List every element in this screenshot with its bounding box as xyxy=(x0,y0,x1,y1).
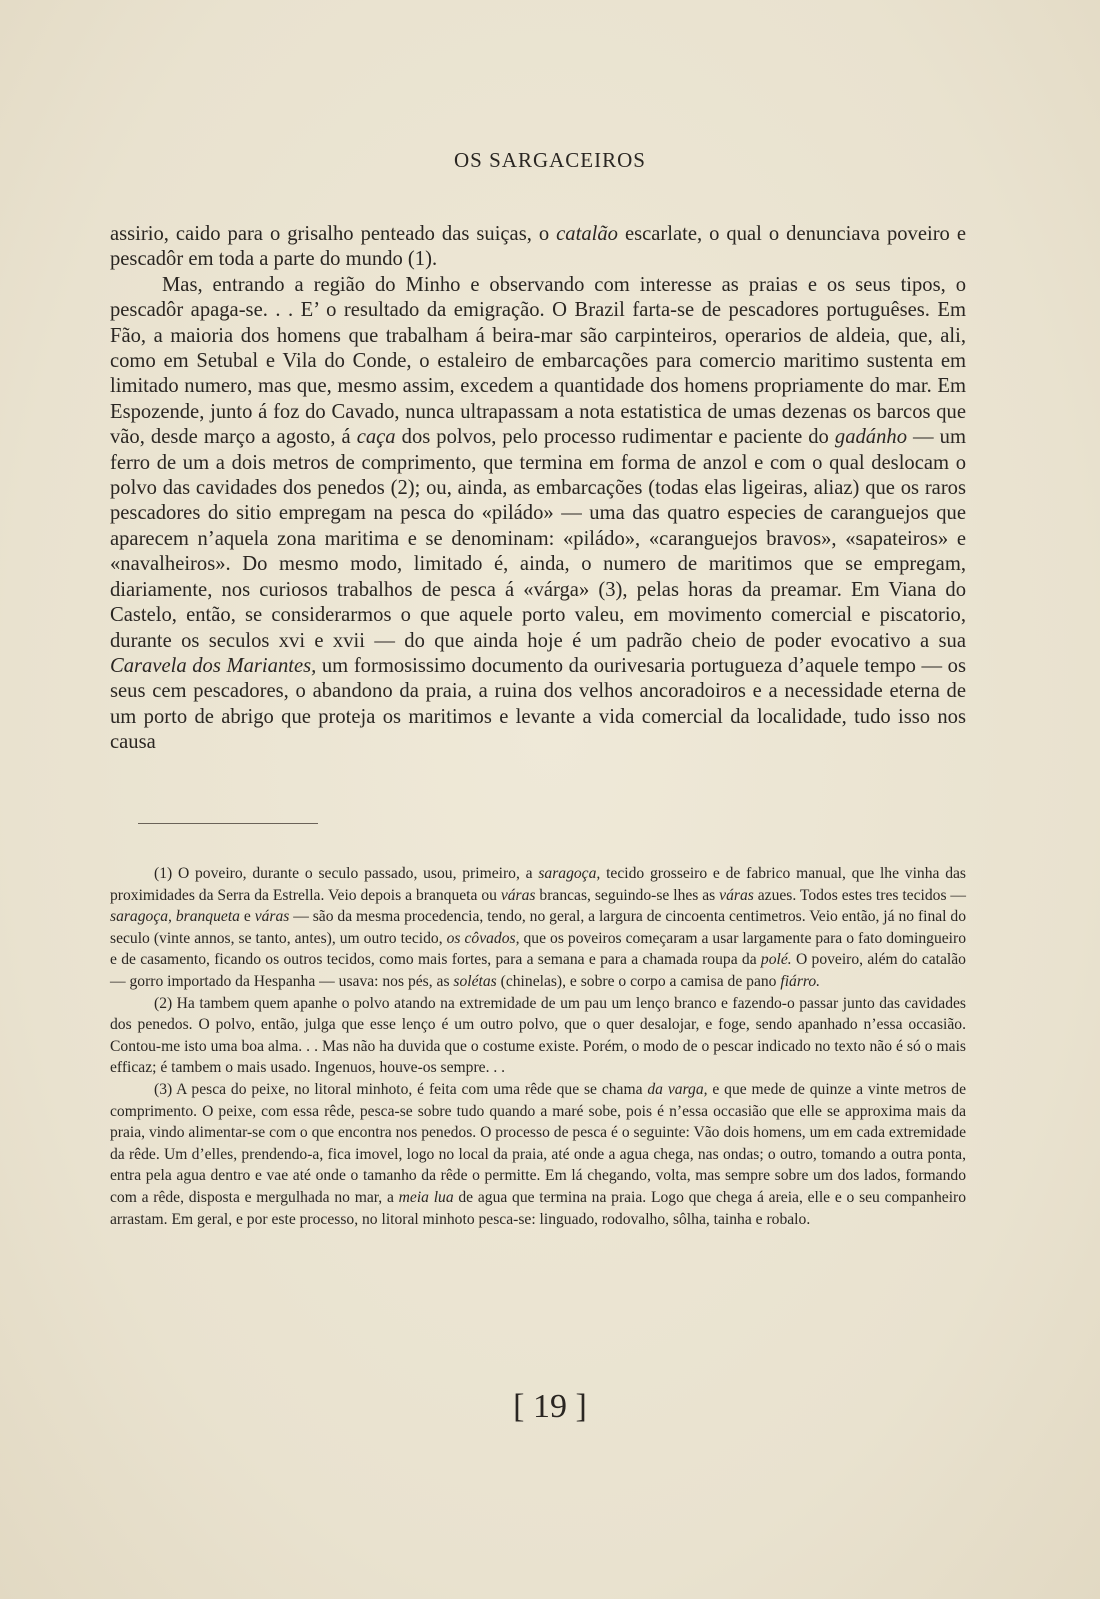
italic-run: caça xyxy=(356,426,396,449)
italic-run: saragoça, xyxy=(538,865,601,882)
body-paragraph xyxy=(110,273,966,756)
footnote-3 xyxy=(110,1079,966,1230)
text-run: um formosissimo documento da ourivesaria portugueza d’aquele tempo — os seus cem pescadores, o abandono da praia, a ruina dos velhos ancoradoiros e a necessidade eterna de um porto de abrigo que proteja os maritimos e levante a vida comercial da localidade, tudo isso nos causa xyxy=(110,654,966,754)
text-run: O poveiro, além do catalão — gorro importado da Hespanha — usava: nos pés, as xyxy=(110,951,966,990)
main-text xyxy=(110,222,966,756)
text-run: de agua que termina na praia. Logo que chega á areia, elle e o seu companheiro arrastam. Em geral, e por este processo, no litoral minhoto pesca-se: linguado, rodovalho, sôlha, tainha e robalo. xyxy=(110,1188,967,1228)
text-run: (3) A pesca do peixe, no litoral minhoto, é feita com uma rêde que se chama xyxy=(154,1080,648,1098)
footnotes xyxy=(110,863,966,1230)
italic-run: váras xyxy=(500,886,536,904)
italic-run: váras xyxy=(254,908,290,926)
footnote-2 xyxy=(110,993,966,1079)
text-run: (2) Ha tambem quem apanhe o polvo atando na extremidade de um pau um lenço branco e fazendo-o passar junto das cavidades dos penedos. O polvo, então, julga que esse lenço é um outro polvo, que o quer desalojar, e foge, sendo apanhado n’essa occasião. Contou-me isto uma boa alma. . . Mas não ha duvida que o costume existe. Porém, o modo de o pescar indicado no texto não é só o mais efficaz; é tambem o mais usado. Ingenuos, houve-os sempre. . . xyxy=(110,994,966,1077)
text-run: tecido grosseiro e de fabrico manual, que lhe vinha das proximidades da Serra da Estrella. Veio depois a branqueta ou xyxy=(110,865,967,904)
text-run: — são da mesma procedencia, tendo, no geral, a largura de cincoenta centimetros. Veio então, já no final do seculo (vinte annos, se tanto, antes), um outro tecido, xyxy=(110,908,967,947)
italic-run: solétas xyxy=(453,972,497,990)
italic-run: da varga, xyxy=(647,1080,708,1098)
italic-run: váras xyxy=(719,886,754,904)
footnote-1 xyxy=(110,863,966,993)
running-head: OS SARGACEIROS xyxy=(454,148,646,172)
text-run: Mas, entrando a região do Minho e observando com interesse as praias e os seus tipos, o pescadôr apaga-se. . . E’ o resultado da emigração. O Brazil farta-se de pescadores portuguêses. Em Fão, a maioria dos homens que trabalham á beira-mar são carpinteiros, operarios de aldeia, que, ali, como em Setubal e Vila do Conde, o estaleiro de embarcações para comercio maritimo sustenta em limitado numero, mas que, mesmo assim, excedem a quantidade dos homens propriamente do mar. Em Espozende, junto á foz do Cavado, nunca ultrapassam a nota estatistica de umas dezenas os barcos que vão, desde março a agosto, á xyxy=(110,273,966,449)
body-paragraph xyxy=(110,222,966,273)
text-run: escarlate, o qual o denunciava poveiro e pescadôr em toda a parte do mundo (1). xyxy=(110,223,966,271)
italic-run: catalão xyxy=(556,223,618,245)
text-run: e xyxy=(239,908,255,926)
italic-run: gadánho xyxy=(834,426,907,449)
italic-run: os côvados, xyxy=(446,929,520,947)
text-run: que os poveiros começaram a usar largamente para o fato domingueiro e de casamento, ficando os outros tecidos, como mais fortes, para a semana e para a chamada roupa da xyxy=(110,929,966,969)
italic-run: saragoça, branqueta xyxy=(110,908,240,926)
italic-run: fiárro. xyxy=(780,972,821,990)
text-run: azues. Todos estes tres tecidos — xyxy=(753,886,967,904)
italic-run: Caravela dos Mariantes, xyxy=(110,654,317,677)
italic-run: polé. xyxy=(760,951,792,969)
text-run: e que mede de quinze a vinte metros de comprimento. O peixe, com essa rêde, pesca-se sobre tudo quando a maré sobe, pois é n’essa occasião que elle se approxima mais da praia, vindo alimentar-se com o que encontra nos penedos. O processo de pesca é o seguinte: Vão dois homens, um em cada extremidade da rêde. Um d’elles, prendendo-a, fica imovel, logo no local da praia, até onde a agua chega, nas ondas; o outro, tomando a outra ponta, entra pela agua dentro e vae até onde o tamanho da rêde o permitte. Em lá chegando, volta, mas sempre sobre um dos lados, formando com a rêde, disposta e mergulhada no mar, a xyxy=(110,1080,966,1206)
text-run: dos polvos, pelo processo rudimentar e paciente do xyxy=(395,426,835,449)
text-run: (1) O poveiro, durante o seculo passado, usou, primeiro, a xyxy=(154,865,539,882)
footnote-rule xyxy=(138,823,318,824)
italic-run: meia lua xyxy=(398,1188,454,1206)
text-run: (chinelas), e sobre o corpo a camisa de pano xyxy=(496,972,781,990)
page-number: [ 19 ] xyxy=(513,1388,587,1425)
text-run: assirio, caido para o grisalho penteado das suiças, o xyxy=(110,223,557,245)
text-run: — um ferro de um a dois metros de comprimento, que termina em forma de anzol e com o qual deslocam o polvo das cavidades dos penedos (2); ou, ainda, as embarcações (todas elas ligeiras, aliaz) que os raros pescadores do sitio empregam na pesca do «piládo» — uma das quatro especies de caranguejos que aparecem n’aquela zona maritima e se denominam: «piládo», «caranguejos bravos», «sapateiros» e «navalheiros». Do mesmo modo, limitado é, ainda, o numero de maritimos que se empregam, diariamente, nos curiosos trabalhos de pesca á «várga» (3), pelas horas da preamar. Em Viana do Castelo, então, se considerarmos o que aquele porto valeu, em movimento comercial e piscatorio, durante os seculos xvi e xvii — do que ainda hoje é um padrão cheio de poder evocativo a sua xyxy=(110,426,966,652)
text-run: brancas, seguindo-se lhes as xyxy=(535,886,720,904)
